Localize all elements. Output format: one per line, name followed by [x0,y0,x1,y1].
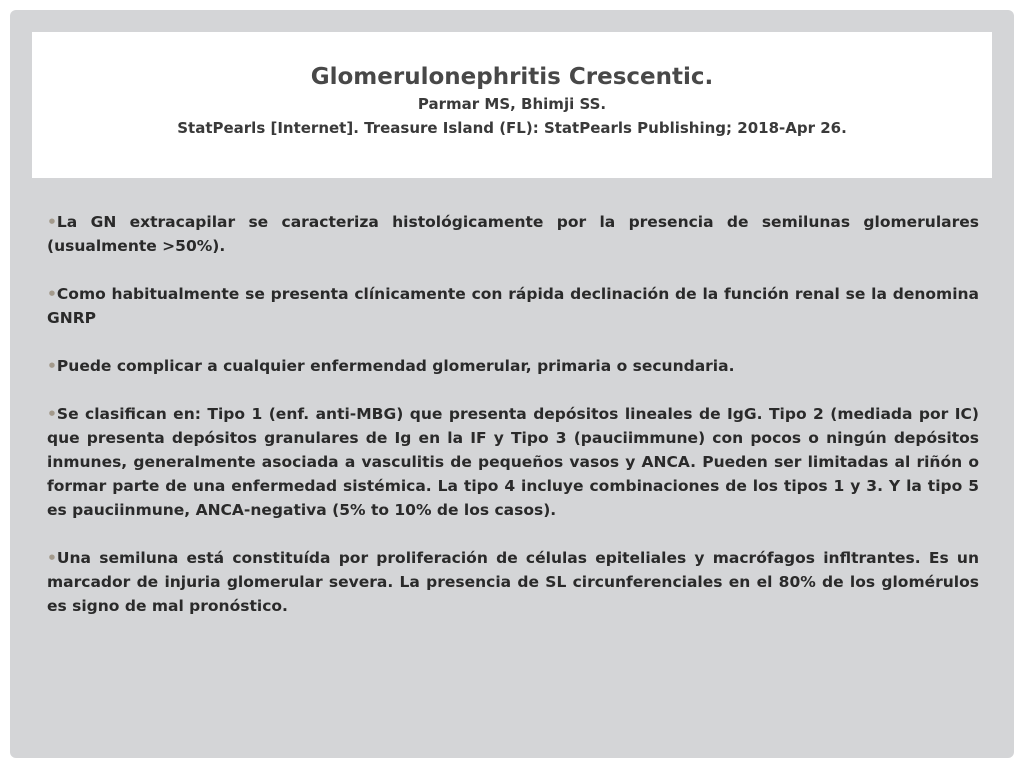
bullet-marker: • [47,405,57,423]
bullet-marker: • [47,285,57,303]
authors-line: Parmar MS, Bhimji SS. [417,95,607,113]
title-box [32,32,992,178]
bullet-text: Una semiluna está constituída por proliferación de células epiteliales y macrófagos infltrantes. Es un marcador de injuria glomerular severa. La presencia de SL circunferenciales en el 80% de los glomérulos es signo de mal pronóstico. [47,549,979,615]
bullet-text: Puede complicar a cualquier enfermendad glomerular, primaria o secundaria. [56,357,735,375]
bullet-marker: • [47,357,57,375]
bullet-item [47,546,979,618]
bullet-text: La GN extracapilar se caracteriza histológicamente por la presencia de semilunas glomerulares (usualmente >50%). [47,213,979,255]
bullet-text: Se clasifican en: Tipo 1 (enf. anti-MBG) que presenta depósitos lineales de IgG. Tipo 2 (mediada por IC) que presenta depósitos granulares de Ig en la IF y Tipo 3 (pauciimmune) con pocos o ningún depósitos inmunes, generalmente asociada a vasculitis de pequeños vasos y ANCA. Pueden ser limitadas al riñón o formar parte de una enfermedad sistémica. La tipo 4 incluye combinaciones de los tipos 1 y 3. Y la tipo 5 es pauciinmune, ANCA-negativa (5% to 10% de los casos). [47,405,979,519]
bullet-item [47,354,979,378]
slide [10,10,1014,758]
bullet-list [47,210,979,642]
bullet-marker: • [47,213,57,231]
slide-title: Glomerulonephritis Crescentic. [310,64,714,90]
bullet-item [47,282,979,330]
citation-line: StatPearls [Internet]. Treasure Island (FL): StatPearls Publishing; 2018-Apr 26. [177,119,847,137]
bullet-item [47,210,979,258]
bullet-marker: • [47,549,57,567]
bullet-text: Como habitualmente se presenta clínicamente con rápida declinación de la función renal se la denomina GNRP [47,285,979,327]
bullet-item [47,402,979,522]
